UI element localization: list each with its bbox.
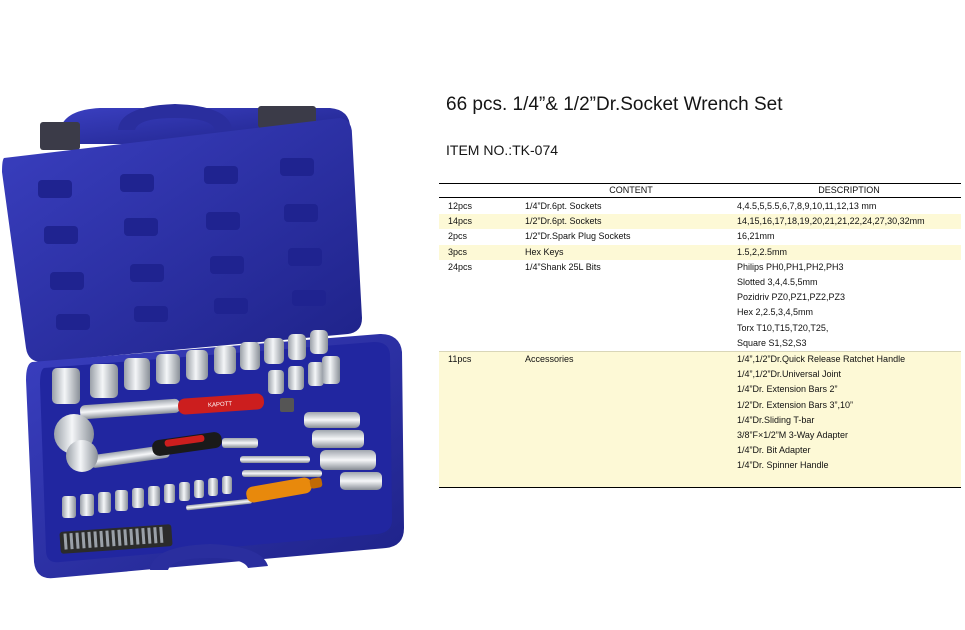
table-row [439, 214, 961, 229]
description-line: 4,4.5,5,5.5,6,7,8,9,10,11,12,13 mm [737, 201, 877, 211]
header-blank [439, 184, 525, 198]
description-line: 14,15,16,17,18,19,20,21,21,22,24,27,30,32mm [737, 216, 925, 227]
description-line: 1/4”,1/2”Dr.Quick Release Ratchet Handle [737, 354, 906, 365]
description-line: Slotted 3,4,4.5,5mm [737, 277, 818, 288]
description-line: 1/4”Dr.Sliding T-bar [737, 414, 815, 425]
table-row [439, 229, 961, 244]
item-number: ITEM NO.:TK-074 [446, 142, 559, 158]
table-header-row [439, 184, 961, 198]
description-line: 1/2”Dr. Extension Bars 3”,10” [737, 399, 854, 410]
row-description [737, 245, 961, 260]
description-line: 1/4”Dr. Spinner Handle [737, 460, 829, 471]
row-content: 1/2”Dr.6pt. Sockets [525, 214, 737, 229]
row-description [737, 229, 961, 244]
description-line: Hex 2,2.5,3,4,5mm [737, 307, 814, 318]
description-line: Philips PH0,PH1,PH2,PH3 [737, 261, 844, 272]
table-row [439, 245, 961, 260]
row-content: 1/4”Shank 25L Bits [525, 261, 601, 272]
row-content: 1/2”Dr.Spark Plug Sockets [525, 231, 631, 242]
specification-table [439, 183, 961, 488]
description-line: 1/4”Dr. Bit Adapter [737, 445, 811, 456]
row-qty: 2pcs [448, 231, 468, 242]
row-description [737, 198, 961, 215]
row-qty: 14pcs [439, 214, 525, 229]
description-line: Pozidriv PZ0,PZ1,PZ2,PZ3 [737, 292, 846, 303]
description-line: 16,21mm [737, 231, 775, 242]
description-line: Torx T10,T15,T20,T25, [737, 322, 829, 333]
row-description [737, 352, 961, 488]
table-row [439, 352, 961, 488]
row-description [737, 214, 961, 229]
description-line: 1/4”,1/2”Dr.Universal Joint [737, 369, 842, 380]
row-qty: 3pcs [439, 245, 525, 260]
description-line: Square S1,S2,S3 [737, 337, 807, 348]
header-content: CONTENT [525, 184, 737, 198]
row-qty: 11pcs [439, 352, 525, 488]
description-line: 1.5,2,2.5mm [737, 246, 788, 257]
product-image [0, 100, 410, 590]
case-lid [2, 104, 362, 362]
table-row [439, 260, 961, 352]
product-title: 66 pcs. 1/4”& 1/2”Dr.Socket Wrench Set [446, 94, 783, 115]
row-qty: 12pcs [448, 201, 473, 211]
header-description: DESCRIPTION [737, 184, 961, 198]
row-content: Accessories [525, 352, 737, 488]
description-line: 3/8”F×1/2”M 3-Way Adapter [737, 430, 848, 441]
svg-text:KAPOTT: KAPOTT [207, 401, 233, 409]
description-line: 1/4”Dr. Extension Bars 2” [737, 384, 838, 395]
table-row [439, 198, 961, 215]
row-content: 1/4”Dr.6pt. Sockets [525, 201, 602, 211]
row-description [737, 260, 961, 352]
row-qty: 24pcs [448, 261, 473, 272]
row-content: Hex Keys [525, 245, 737, 260]
